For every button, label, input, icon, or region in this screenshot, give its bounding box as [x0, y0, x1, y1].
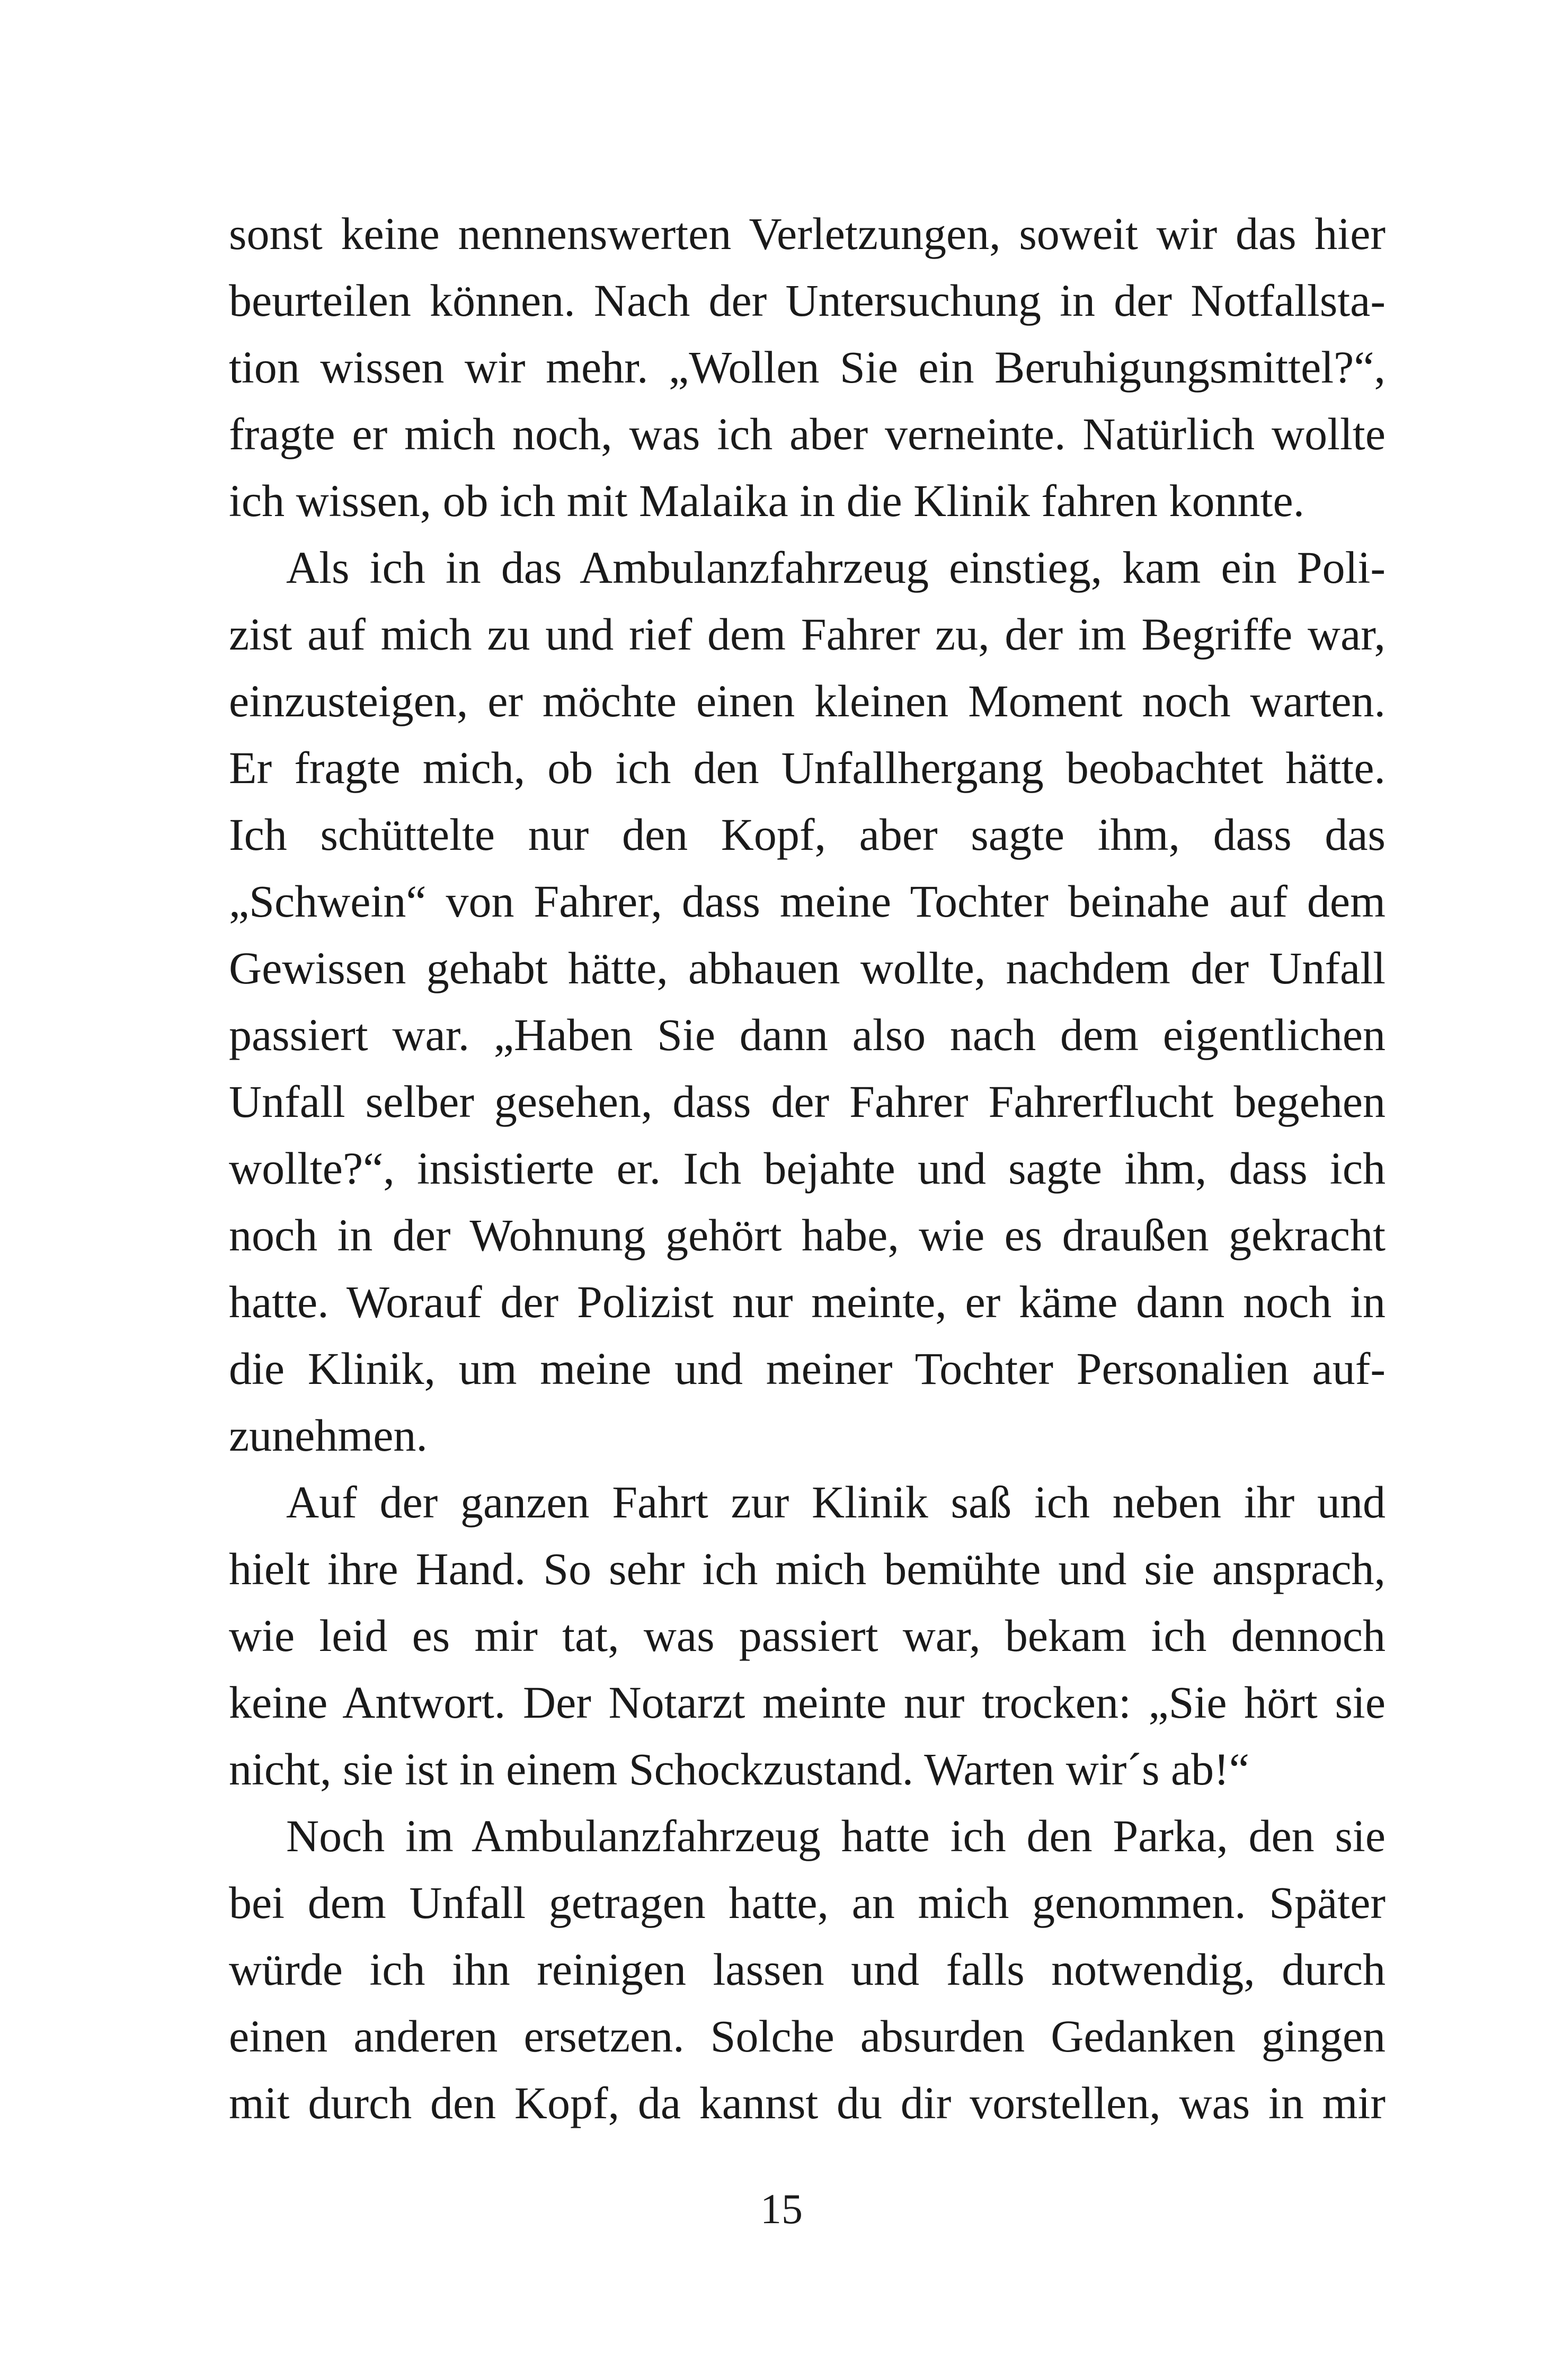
- text-line: bei dem Unfall getragen hatte, an mich genommen. Später: [229, 1877, 1386, 1928]
- page-number: 15: [760, 2186, 803, 2233]
- text-line: sonst keine nennenswerten Verletzungen, soweit wir das hier: [229, 208, 1386, 259]
- text-line: noch in der Wohnung gehört habe, wie es draußen gekracht: [229, 1210, 1386, 1260]
- text-line: Noch im Ambulanzfahrzeug hatte ich den Parka, den sie: [286, 1810, 1386, 1861]
- text-line: zist auf mich zu und rief dem Fahrer zu, der im Begriffe war,: [229, 609, 1386, 660]
- text-line: Als ich in das Ambulanzfahrzeug einstieg, kam ein Poli-: [286, 542, 1386, 593]
- text-line: Auf der ganzen Fahrt zur Klinik saß ich neben ihr und: [286, 1477, 1386, 1528]
- text-line: wie leid es mir tat, was passiert war, bekam ich dennoch: [229, 1610, 1386, 1661]
- text-line: einen anderen ersetzen. Solche absurden Gedanken gingen: [229, 2011, 1386, 2062]
- text-line: zunehmen.: [229, 1410, 428, 1461]
- text-line: beurteilen können. Nach der Untersuchung in der Notfallsta-: [229, 275, 1386, 326]
- text-line: nicht, sie ist in einem Schockzustand. Warten wir´s ab!“: [229, 1744, 1249, 1795]
- text-line: wollte?“, insistierte er. Ich bejahte und sagte ihm, dass ich: [229, 1143, 1386, 1194]
- text-line: einzusteigen, er möchte einen kleinen Moment noch warten.: [229, 676, 1386, 726]
- text-line: Unfall selber gesehen, dass der Fahrer Fahrerflucht begehen: [229, 1076, 1386, 1127]
- text-line: fragte er mich noch, was ich aber verneinte. Natürlich wollte: [229, 408, 1386, 459]
- text-line: ich wissen, ob ich mit Malaika in die Klinik fahren konnte.: [229, 475, 1305, 526]
- text-line: tion wissen wir mehr. „Wollen Sie ein Beruhigungsmittel?“,: [229, 342, 1386, 393]
- text-line: „Schwein“ von Fahrer, dass meine Tochter beinahe auf dem: [229, 876, 1386, 927]
- text-line: keine Antwort. Der Notarzt meinte nur trocken: „Sie hört sie: [229, 1677, 1386, 1728]
- text-line: Gewissen gehabt hätte, abhauen wollte, nachdem der Unfall: [229, 943, 1386, 993]
- text-line: die Klinik, um meine und meiner Tochter Personalien auf-: [229, 1343, 1386, 1394]
- text-line: Ich schüttelte nur den Kopf, aber sagte ihm, dass das: [229, 809, 1386, 860]
- text-line: mit durch den Kopf, da kannst du dir vorstellen, was in mir: [229, 2077, 1386, 2128]
- text-line: Er fragte mich, ob ich den Unfallhergang beobachtet hätte.: [229, 742, 1386, 793]
- text-line: hielt ihre Hand. So sehr ich mich bemühte und sie ansprach,: [229, 1543, 1386, 1594]
- text-line: würde ich ihn reinigen lassen und falls notwendig, durch: [229, 1944, 1386, 1995]
- text-line: hatte. Worauf der Polizist nur meinte, er käme dann noch in: [229, 1276, 1386, 1327]
- text-line: passiert war. „Haben Sie dann also nach dem eigentlichen: [229, 1009, 1386, 1060]
